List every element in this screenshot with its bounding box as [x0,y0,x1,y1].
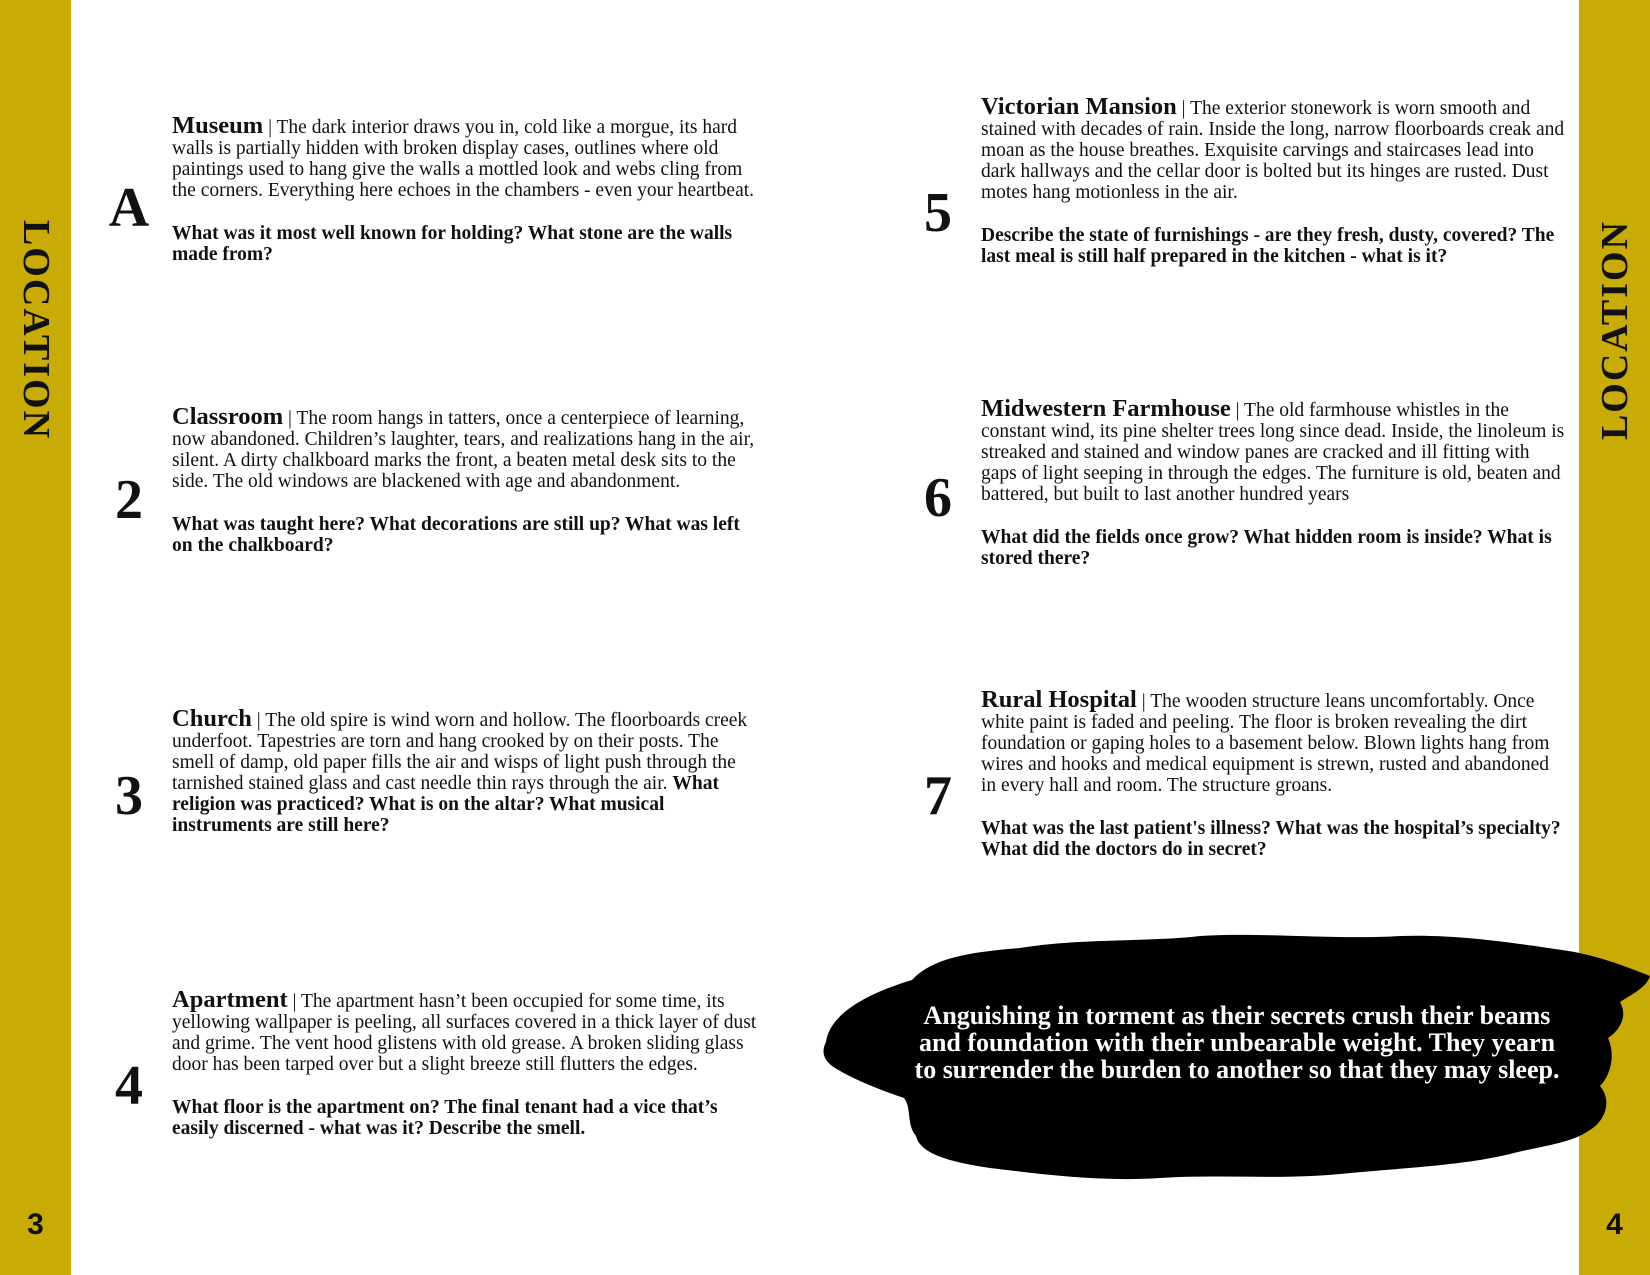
entry-separator: | [1230,400,1245,421]
entry-question: What did the fields once grow? What hidden room is inside? What is stored there? [981,527,1552,569]
entry-separator: | [263,117,277,138]
entry-question: What was taught here? What decorations are still up? What was left on the chalkboard? [172,514,740,556]
quote-text: Anguishing in torment as their secrets crush their beams and foundation with their unbearable weight. They yearn to surrender the burden to another so that they may sleep. [914,1001,1560,1084]
entry-marker: 7 [924,765,952,827]
entry-marker: 6 [924,467,952,529]
entry-title: Museum [172,112,264,139]
entry-separator: | [1136,691,1151,712]
entry-title: Victorian Mansion [981,93,1177,120]
entry-description: The old farmhouse whistles in the constant wind, its pine shelter trees long since dead. Inside, the linoleum is streaked and stained and window panes are cracked and ill fitting with gaps of light seeping in through the edges. The furniture is old, beaten and battered, but built to last another hundred years [981,400,1565,505]
entry-separator: | [251,710,266,731]
quote-ink-splash [820,930,1650,1182]
left-sidebar [0,0,71,1275]
entry-marker: 3 [115,765,143,827]
entry-question: What was the last patient's illness? What was the hospital’s specialty? What did the doctors do in secret? [981,818,1561,860]
page-number-right: 4 [1606,1208,1623,1241]
entry-body [981,93,1566,267]
entry-title: Church [172,705,252,732]
page-number-left: 3 [27,1208,44,1241]
entry-body [981,686,1566,860]
entry-separator: | [283,408,297,429]
entry-marker: 5 [924,182,952,244]
entry-description: The old spire is wind worn and hollow. The floorboards creek underfoot. Tapestries are torn and hang crooked by on their posts. The smell of damp, old paper fills the air and wisps of light push through the tarnished stained glass and cast needle thin rays through the air. [172,710,748,794]
entry-question: What floor is the apartment on? The final tenant had a vice that’s easily discerned - what was it? Describe the smell. [172,1097,718,1139]
entry-description: The room hangs in tatters, once a centerpiece of learning, now abandoned. Children’s laughter, tears, and realizations hang in the air, silent. A dirty chalkboard marks the front, a beaten metal desk sits to the side. The old windows are blackened with age and abandonment. [172,408,755,492]
entry-question: What was it most well known for holding? What stone are the walls made from? [172,223,733,265]
entry-body [172,403,757,556]
location-label-right: LOCATION [1593,219,1636,441]
entry-separator: | [1176,98,1191,119]
entry-marker: A [108,177,150,239]
entry-title: Classroom [172,403,284,430]
entry-separator: | [287,991,301,1012]
entry-body [981,395,1566,569]
entry-title: Rural Hospital [981,686,1137,713]
location-label-left: LOCATION [14,219,57,441]
entry-marker: 4 [115,1055,143,1117]
entry-description: The dark interior draws you in, cold like a morgue, its hard walls is partially hidden with broken display cases, outlines where old paintings used to hang give the walls a mottled look and webs cling from the corners. Everything here echoes in the chambers - even your heartbeat. [172,117,755,201]
entry-description: The exterior stonework is worn smooth and stained with decades of rain. Inside the long, narrow floorboards creak and moan as the house breathes. Exquisite carvings and staircases lead into dark hallways and the cellar door is bolted but its hinges are rusted. Dust motes hang motionless in the air. [981,98,1565,203]
entry-title: Midwestern Farmhouse [981,395,1231,422]
entry-question: What religion was practiced? What is on the altar? What musical instruments are still here? [172,773,719,836]
entry-body [172,705,757,836]
entry-description: The apartment hasn’t been occupied for some time, its yellowing wallpaper is peeling, all surfaces covered in a thick layer of dust and grime. The vent hood glistens with old grease. A broken sliding glass door has been tarped over but a slight breeze still flutters the edges. [172,991,757,1075]
entry-question: Describe the state of furnishings - are they fresh, dusty, covered? The last meal is still half prepared in the kitchen - what is it? [981,225,1555,267]
entry-body [172,112,757,265]
entry-description: The wooden structure leans uncomfortably. Once white paint is faded and peeling. The floor is broken revealing the dirt foundation or gaping holes to a basement below. Blown lights hang from wires and hooks and medical equipment is strewn, rusted and abandoned in every hall and room. The structure groans. [981,691,1550,796]
entry-title: Apartment [172,986,288,1013]
entry-marker: 2 [115,469,143,531]
entry-body [172,986,757,1139]
